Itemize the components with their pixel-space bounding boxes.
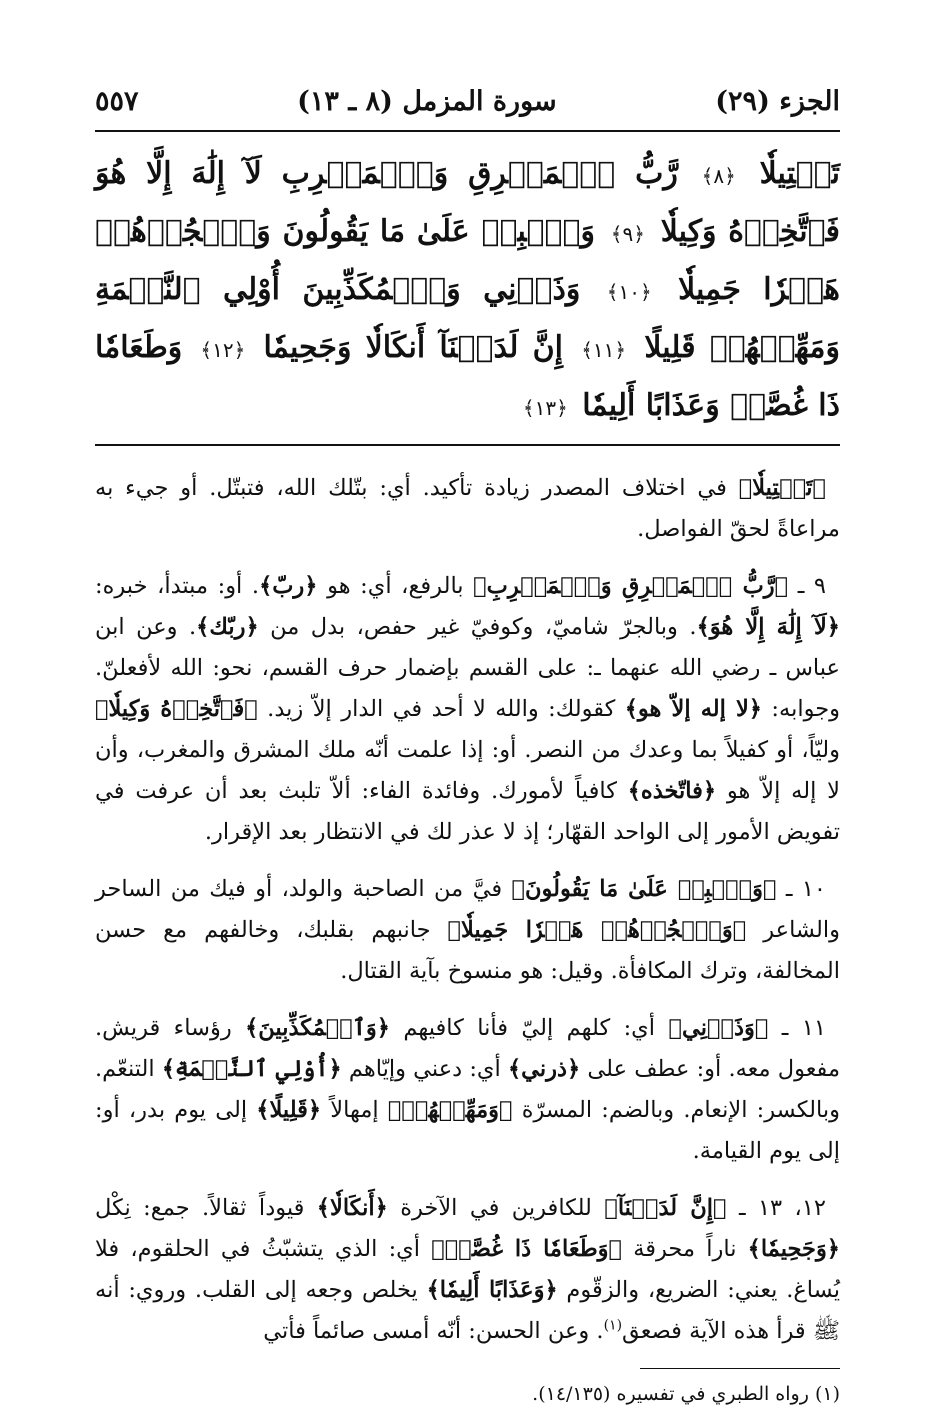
verse-text: وَطَعَامٗا ذَا غُصَّةٖ وَعَذَابًا أَلِيمٗا [95,330,840,423]
quoted-verse: ﴿وَمَهِّلۡهُمۡ﴾ [387,1097,513,1123]
paragraph-text: ناراً محرقة [621,1236,748,1262]
juz-label: الجزء (٢٩) [715,86,840,117]
verse-text: وَذَرۡنِي وَٱلۡمُكَذِّبِينَ أُوْلِي ٱلنَّعۡمَةِ وَمَهِّلۡهُمۡ قَلِيلًا [95,272,840,365]
paragraph-text: أي: كلهم إليّ فأنا كافيهم [389,1015,669,1041]
quoted-verse: ﴿وَٱلۡمُكَذِّبِينَ﴾ [245,1015,390,1041]
ayah-number-marker: ﴿١١﴾ [581,338,627,362]
quoted-verse: ﴿وَٱهۡجُرۡهُمۡ هَجۡرٗا جَمِيلٗا﴾ [447,917,747,943]
commentary-paragraph [95,1008,840,1172]
paragraph-text: التنعّم. وبالكسر: الإنعام. وبالضم: المسرّة [95,1056,841,1123]
ayah-number-marker: ﴿٩﴾ [610,222,645,246]
quoted-verse: ﴿وَذَرۡنِي﴾ [668,1015,769,1041]
verse-text: وَٱصۡبِرۡ عَلَىٰ مَا يَقُولُونَ وَٱهۡجُرۡهُمۡ هَجۡرٗا جَمِيلٗا [95,214,841,307]
paragraph-text: . أو: مبتدأ، خبره: [95,573,260,599]
quoted-verse: ﴿فاتّخذه﴾ [627,778,717,804]
commentary-paragraph [95,1188,840,1352]
quoted-verse: ﴿ربّك﴾ [196,614,259,640]
verse-text: رَّبُّ ٱلۡمَشۡرِقِ وَٱلۡمَغۡرِبِ لَآ إِلَٰهَ إِلَّا هُوَ فَٱتَّخِذۡهُ وَكِيلٗا [95,156,840,249]
ayah-number-marker: ﴿٨﴾ [701,164,736,188]
quoted-verse: ﴿لَآ إِلَٰهَ إِلَّا هُوَ﴾ [696,614,840,640]
quoted-verse: ﴿وَٱصۡبِرۡ عَلَىٰ مَا يَقُولُونَ﴾ [511,876,777,902]
paragraph-text: قيوداً ثقالاً. جمع: نِكْل [95,1195,317,1221]
paragraph-text: للكافرين في الآخرة [387,1195,605,1221]
quoted-verse: ﴿رَّبُّ ٱلۡمَشۡرِقِ وَٱلۡمَغۡرِبِ﴾ [473,573,789,599]
paragraph-text: وليّاً، أو كفيلاً بما وعدك من النصر. أو: إذا علمت أنّه ملك المشرق والمغرب، وأن لا إله إلاّ هو [95,737,840,804]
verse-number: ٩ ـ [788,573,826,599]
footnote-reference[interactable]: (١) [603,1317,623,1334]
verse-number: ١٠ ـ [776,876,826,902]
paragraph-text: جانبهم بقلبك، وخالفهم مع حسن المخالفة، وترك المكافأة. وقيل: هو منسوخ بآية القتال. [95,917,840,984]
footnote-divider [640,1368,840,1369]
paragraph-text: كقولك: والله لا أحد في الدار إلاّ زيد. [257,696,625,722]
quoted-verse: ﴿لا إله إلاّ هو﴾ [624,696,762,722]
verse-number: ١٢، ١٣ ـ [726,1195,826,1221]
paragraph-text: في اختلاف المصدر زيادة تأكيد. أي: بتّلك الله، فتبتّل. أو جيء به مراعاةً لحقّ الفواصل. [95,475,840,542]
commentary-paragraph [95,566,840,853]
commentary-paragraph [95,468,840,550]
verse-number: ١١ ـ [768,1015,826,1041]
quoted-verse: ﴿قَلِيلًا﴾ [256,1097,322,1123]
paragraph-text: رؤساء قريش. مفعول معه. أو: عطف على [95,1015,840,1082]
verse-text: إِنَّ لَدَيۡنَآ أَنكَالٗا وَجَحِيمٗا [263,330,563,365]
paragraph-text: إمهالاً [321,1097,388,1123]
paragraph-text: يخلص وجعه إلى القلب. وروي: أنه ﷺ قرأ هذه الآية فصعق [95,1277,840,1344]
quran-verses [95,146,840,446]
quoted-verse: ﴿فَٱتَّخِذۡهُ وَكِيلٗا﴾ [95,696,258,722]
ayah-number-marker: ﴿١٠﴾ [606,280,652,304]
footnote [95,1379,840,1409]
paragraph-text: أي: دعني وإيّاهم [341,1056,508,1082]
quoted-verse: ﴿وَطَعَامٗا ذَا غُصَّةٖ﴾ [431,1236,622,1262]
paragraph-text: . وبالجرّ شاميّ، وكوفيّ غير حفص، بدل من [258,614,697,640]
quoted-verse: ﴿ربّ﴾ [259,573,318,599]
quoted-verse: ﴿تَبۡتِيلٗا﴾ [738,475,826,501]
footnote-text: رواه الطبري في تفسيره (١٤/١٣٥). [532,1383,809,1405]
running-head [95,86,840,132]
quoted-verse: ﴿ذرني﴾ [507,1056,581,1082]
paragraph-text: أي: الذي يتشبّثُ في الحلقوم، فلا يُساغ. يعني: الضريع، والزقّوم [95,1236,840,1303]
quoted-verse: ﴿وَجَحِيمٗا﴾ [747,1236,840,1262]
quoted-verse: ﴿أُوْلِي ٱلنَّعۡمَةِ﴾ [161,1056,342,1082]
ayah-number-marker: ﴿١٣﴾ [522,396,568,420]
commentary-paragraph [95,869,840,992]
surah-title: سورة المزمل (٨ ـ ١٣) [297,86,557,117]
ayah-number-marker: ﴿١٢﴾ [200,338,246,362]
paragraph-text: . وعن ابن عباس ـ رضي الله عنهما ـ: على القسم بإضمار حرف القسم، نحو: الله لأفعلنّ. وجوابه: [95,614,840,722]
paragraph-text: فيَّ من الصاحبة والولد، أو فيك من الساحر والشاعر [95,876,840,943]
paragraph-text: . وعن الحسن: أنّه أمسى صائماً فأتي [263,1318,604,1344]
quoted-verse: ﴿إِنَّ لَدَيۡنَآ﴾ [604,1195,727,1221]
verse-text: تَبۡتِيلٗا [759,156,840,191]
paragraph-text: كافياً لأمورك. وفائدة الفاء: ألاّ تلبث بعد أن عرفت في تفويض الأمور إلى الواحد القهّار؛ إذ لا عذر لك في الانتظار بعد الإقرار. [95,778,840,845]
quoted-verse: ﴿أَنكَالٗا﴾ [316,1195,388,1221]
page-number: ٥٥٧ [95,86,139,117]
footnote-number: (١) [814,1383,840,1405]
paragraph-text: إلى يوم بدر، أو: إلى يوم القيامة. [95,1097,840,1164]
page [95,86,840,1409]
quoted-verse: ﴿وَعَذَابًا أَلِيمٗا﴾ [426,1277,558,1303]
commentary [95,468,840,1352]
paragraph-text: بالرفع، أي: هو [317,573,474,599]
